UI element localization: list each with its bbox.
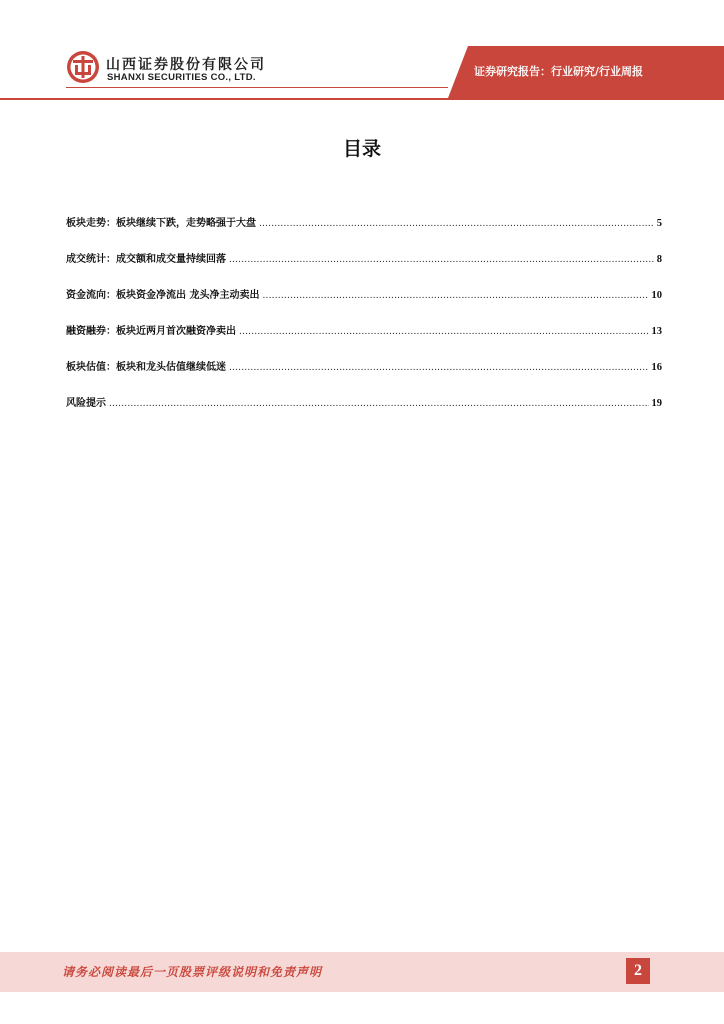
toc-leader-dots <box>229 255 654 265</box>
toc-leader-dots <box>229 363 649 373</box>
report-type-tag: 证券研究报告：行业研究/行业周报 <box>474 65 644 78</box>
disclaimer-notice: 请务必阅读最后一页股票评级说明和免责声明 <box>62 965 323 979</box>
toc-entry-title: 板块估值：板块和龙头估值继续低迷 <box>66 362 226 373</box>
table-of-contents <box>66 214 662 430</box>
toc-entry[interactable] <box>66 322 662 358</box>
toc-entry-page: 16 <box>651 362 662 373</box>
toc-leader-dots <box>259 219 654 229</box>
toc-entry[interactable] <box>66 214 662 250</box>
company-name-en: SHANXI SECURITIES CO., LTD. <box>107 72 256 83</box>
toc-leader-dots <box>109 399 649 409</box>
page-title: 目录 <box>342 138 381 160</box>
company-logo-icon <box>66 50 100 84</box>
toc-entry-page: 8 <box>656 254 662 265</box>
toc-leader-dots <box>239 327 649 337</box>
toc-entry-title: 风险提示 <box>66 398 106 409</box>
toc-entry-title: 融资融券：板块近两月首次融资净卖出 <box>66 326 236 337</box>
toc-leader-dots <box>262 291 648 301</box>
toc-entry-title: 资金流向：板块资金净流出 龙头净主动卖出 <box>66 290 260 301</box>
toc-entry-page: 5 <box>656 218 662 229</box>
toc-entry-page: 10 <box>651 290 662 301</box>
toc-entry[interactable] <box>66 250 662 286</box>
toc-entry[interactable] <box>66 358 662 394</box>
toc-entry-page: 19 <box>651 398 662 409</box>
toc-entry-page: 13 <box>651 326 662 337</box>
toc-entry-title: 成交统计：成交额和成交量持续回落 <box>66 254 226 265</box>
header-divider <box>0 98 724 100</box>
company-name-cn: 山西证券股份有限公司 <box>106 57 266 73</box>
page-header <box>0 0 724 100</box>
toc-entry[interactable] <box>66 286 662 322</box>
header-divider-thin <box>66 87 448 88</box>
toc-entry[interactable] <box>66 394 662 430</box>
page-number-badge: 2 <box>626 958 650 984</box>
toc-entry-title: 板块走势：板块继续下跌，走势略强于大盘 <box>66 218 256 229</box>
